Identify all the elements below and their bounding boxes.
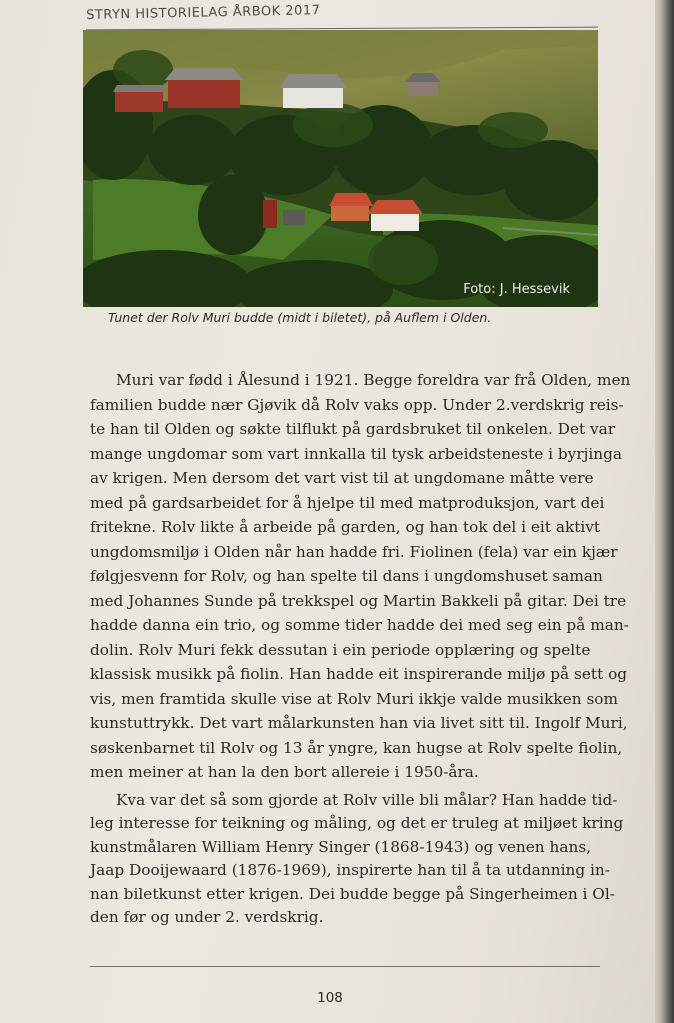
text-line: leg interesse for teikning og måling, og det er truleg at miljøet kring [90,814,624,832]
text-line: nan biletkunst etter krigen. Dei budde begge på Singerheimen i Ol- [90,884,615,903]
text-line: med på gardsarbeidet for å hjelpe til med matproduksjon, vart dei [90,493,605,512]
body-text [90,368,631,930]
footer-rule [90,966,600,967]
text-line: Muri var fødd i Ålesund i 1921. Begge foreldra var frå Olden, men [116,371,631,389]
text-line: kunstuttrykk. Det vart målarkunsten han via livet sitt til. Ingolf Muri, [90,714,628,732]
text-line: dolin. Rolv Muri fekk dessutan i ein periode opplæring og spelte [90,640,591,659]
text-line: Kva var det så som gjorde at Rolv ville bli målar? Han hadde tid- [116,790,618,809]
text-line: ungdomsmiljø i Olden når han hadde fri. Fiolinen (fela) var ein kjær [90,542,618,561]
page-number: 108 [317,990,343,1006]
text-line: søskenbarnet til Rolv og 13 år yngre, kan hugse at Rolv spelte fiolin, [90,738,623,757]
text-line: hadde danna ein trio, og somme tider hadde dei med seg ein på man- [90,616,629,634]
text-line: Jaap Dooijewaard (1876-1969), inspirerte han til å ta utdanning in- [90,861,610,879]
farm-photo-illustration [83,30,598,307]
figure-caption: Tunet der Rolv Muri budde (midt i biletet), på Auflem i Olden. [108,310,492,325]
farm-photo [83,30,598,307]
text-line: med Johannes Sunde på trekkspel og Martin Bakkeli på gitar. Dei tre [90,591,627,610]
text-line: fritekne. Rolv likte å arbeide på garden, og han tok del i eit aktivt [90,518,601,536]
running-head: STRYN HISTORIELAG ÅRBOK 2017 [86,3,321,23]
paragraph-2 [90,789,624,930]
page-edge-shadow [655,0,674,1023]
text-line: den før og under 2. verdskrig. [90,908,324,926]
text-line: vis, men framtida skulle vise at Rolv Muri ikkje valde musikken som [90,689,619,708]
paragraph-1 [90,368,631,785]
text-line: følgjesvenn for Rolv, og han spelte til dans i ungdomshuset saman [90,567,603,585]
text-line: mange ungdomar som vart innkalla til tysk arbeidsteneste i byrjinga [90,444,623,463]
text-line: men meiner at han la den bort allereie i 1950-åra. [90,763,479,781]
text-line: te han til Olden og søkte tilflukt på gardsbruket til onkelen. Det var [90,420,616,438]
photo-credit: Foto: J. Hessevik [463,282,570,297]
text-line: familien budde nær Gjøvik då Rolv vaks opp. Under 2.verdskrig reis- [90,395,624,414]
text-line: av krigen. Men dersom det vart vist til at ungdomane måtte vere [90,469,594,487]
text-line: kunstmålaren William Henry Singer (1868-1943) og venen hans, [90,837,592,856]
text-line: klassisk musikk på fiolin. Han hadde eit inspirerande miljø på sett og [90,665,628,683]
